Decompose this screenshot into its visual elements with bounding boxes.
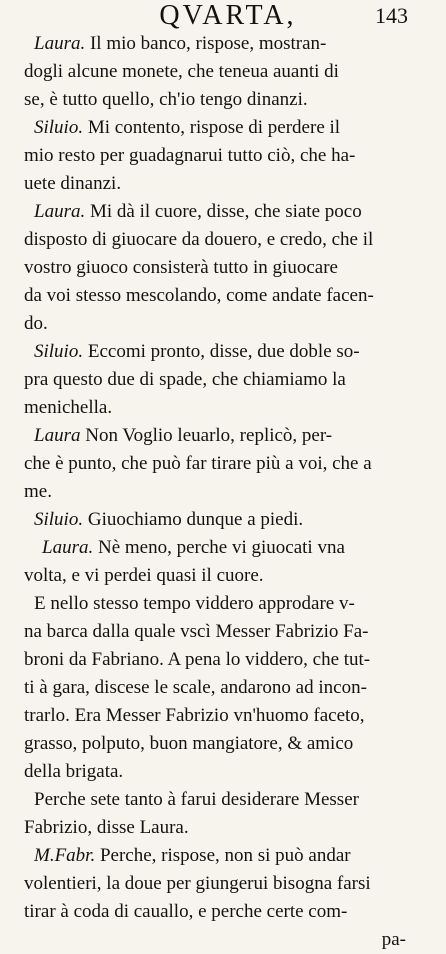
text-line: da voi stesso mescolando, come andate facen- (24, 285, 374, 306)
speaker-name: Siluio. (34, 509, 84, 530)
speaker-name: M.Fabr. (34, 845, 96, 866)
text-line (24, 338, 432, 366)
text-line: volta, e vi perdei quasi il cuore. (24, 565, 264, 586)
text-line (24, 422, 432, 450)
paragraph (24, 422, 432, 506)
paragraph (24, 842, 432, 926)
text-line: na barca dalla quale vscì Messer Fabrizio Fa- (24, 621, 369, 642)
text-line: pra questo due di spade, che chiamiamo la (24, 369, 346, 390)
text-line (24, 114, 432, 142)
text-line: mio resto per guadagnarui tutto ciò, che ha- (24, 145, 356, 166)
text-line (24, 842, 432, 870)
speaker-name: Laura (34, 425, 81, 446)
text-line: menichella. (24, 397, 113, 418)
paragraph (24, 30, 432, 114)
text-line: ti à gara, discese le scale, andarono ad incon- (24, 677, 367, 698)
running-title: QVARTA, (159, 0, 297, 31)
text-line: me. (24, 481, 52, 502)
text-line: disposto di giuocare da douero, e credo, che il (24, 229, 374, 250)
paragraph (24, 198, 432, 338)
speaker-name: Laura. (34, 33, 86, 54)
text-line: Perche sete tanto à farui desiderare Messer (34, 789, 359, 810)
text-line: della brigata. (24, 761, 124, 782)
text-line: volentieri, la doue per giungerui bisogna farsi (24, 873, 371, 894)
text-line: grasso, polputo, buon mangiatore, & amico (24, 733, 354, 754)
text-line (24, 506, 432, 534)
speaker-name: Laura. (34, 201, 86, 222)
text-line (34, 30, 432, 58)
text-line: che è punto, che può far tirare più a voi, che a (24, 453, 372, 474)
line-text: Giuochiamo dunque a piedi. (87, 509, 304, 530)
line-text: Non Voglio leuarlo, replicò, per- (85, 425, 333, 446)
paragraph (24, 534, 432, 590)
text-line: do. (24, 313, 48, 334)
line-text: Il mio banco, rispose, mostran- (89, 33, 327, 54)
speaker-name: Siluio. (34, 341, 84, 362)
line-text: Nè meno, perche vi giuocati vna (97, 537, 345, 558)
text-line: se, è tutto quello, ch'io tengo dinanzi. (24, 89, 308, 110)
page-header (24, 0, 432, 30)
paragraph (24, 338, 432, 422)
text-line: tirar à coda di cauallo, e perche certe com- (24, 901, 348, 922)
line-text: Mi contento, rispose di perdere il (87, 117, 341, 138)
text-line: vostro giuoco consisterà tutto in giuocare (24, 257, 338, 278)
text-line: broni da Fabriano. A pena lo viddero, che tut- (24, 649, 371, 670)
text-line: trarlo. Era Messer Fabrizio vn'huomo faceto, (24, 705, 365, 726)
catchword: pa- (381, 929, 406, 950)
text-line: Fabrizio, disse Laura. (24, 817, 189, 838)
text-line (24, 198, 432, 226)
line-text: Eccomi pronto, disse, due doble so- (87, 341, 360, 362)
paragraph (24, 590, 432, 786)
line-text: Perche, rispose, non si può andar (99, 845, 351, 866)
page-number: 143 (375, 3, 408, 28)
speaker-name: Laura. (42, 537, 94, 558)
text-line: E nello stesso tempo viddero approdare v- (34, 593, 355, 614)
text-line (24, 534, 432, 562)
paragraph (24, 114, 432, 198)
line-text: Mi dà il cuore, disse, che siate poco (89, 201, 362, 222)
text-line: dogli alcune monete, che teneua auanti di (24, 61, 339, 82)
paragraph (24, 506, 432, 534)
paragraph (24, 786, 432, 842)
speaker-name: Siluio. (34, 117, 84, 138)
body-text (24, 30, 432, 954)
text-line: uete dinanzi. (24, 173, 122, 194)
